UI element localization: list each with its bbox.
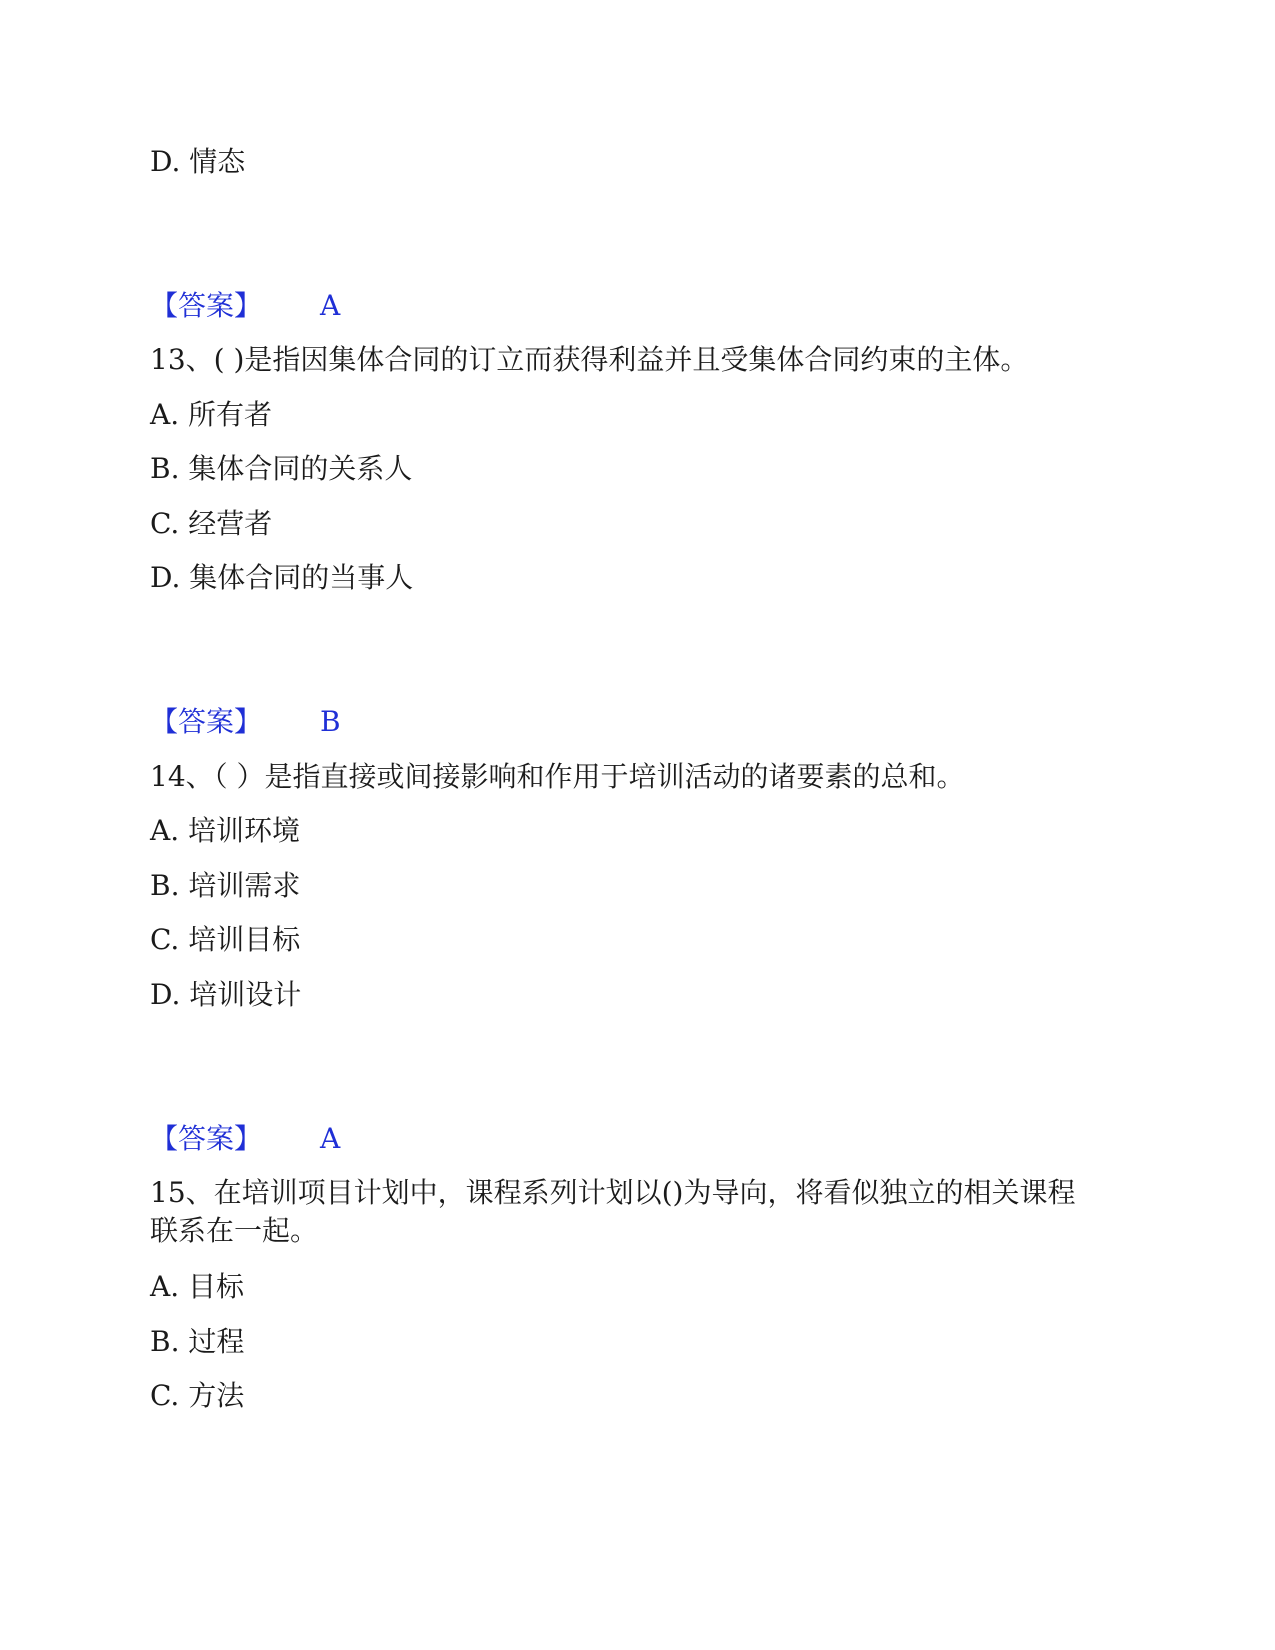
option-b: B. 过程 <box>150 1325 245 1358</box>
answer-value: A <box>320 289 341 322</box>
question-stem-line-2: 联系在一起。 <box>150 1214 319 1247</box>
option-c: C. 培训目标 <box>150 923 301 956</box>
answer-value: A <box>320 1122 341 1155</box>
option-a: A. 培训环境 <box>150 814 301 847</box>
option-b: B. 培训需求 <box>150 869 301 902</box>
option-b: B. 集体合同的关系人 <box>150 452 413 485</box>
answer-block <box>150 1120 340 1158</box>
question-stem: 13、( )是指因集体合同的订立而获得利益并且受集体合同约束的主体。 <box>150 343 1029 376</box>
answer-label: 【答案】 <box>150 289 263 322</box>
option-d: D. 情态 <box>150 145 246 178</box>
question-stem-line-1: 15、在培训项目计划中，课程系列计划以()为导向，将看似独立的相关课程 <box>150 1176 1076 1209</box>
answer-value: B <box>320 705 341 738</box>
answer-label: 【答案】 <box>150 1122 263 1155</box>
option-a: A. 目标 <box>150 1270 245 1303</box>
answer-block <box>150 703 341 741</box>
option-c: C. 经营者 <box>150 507 273 540</box>
option-c: C. 方法 <box>150 1379 245 1412</box>
option-d: D. 集体合同的当事人 <box>150 561 414 594</box>
question-stem: 14、（ ）是指直接或间接影响和作用于培训活动的诸要素的总和。 <box>150 760 965 793</box>
option-d: D. 培训设计 <box>150 978 302 1011</box>
option-a: A. 所有者 <box>150 398 273 431</box>
answer-block <box>150 287 340 325</box>
answer-label: 【答案】 <box>150 705 263 738</box>
